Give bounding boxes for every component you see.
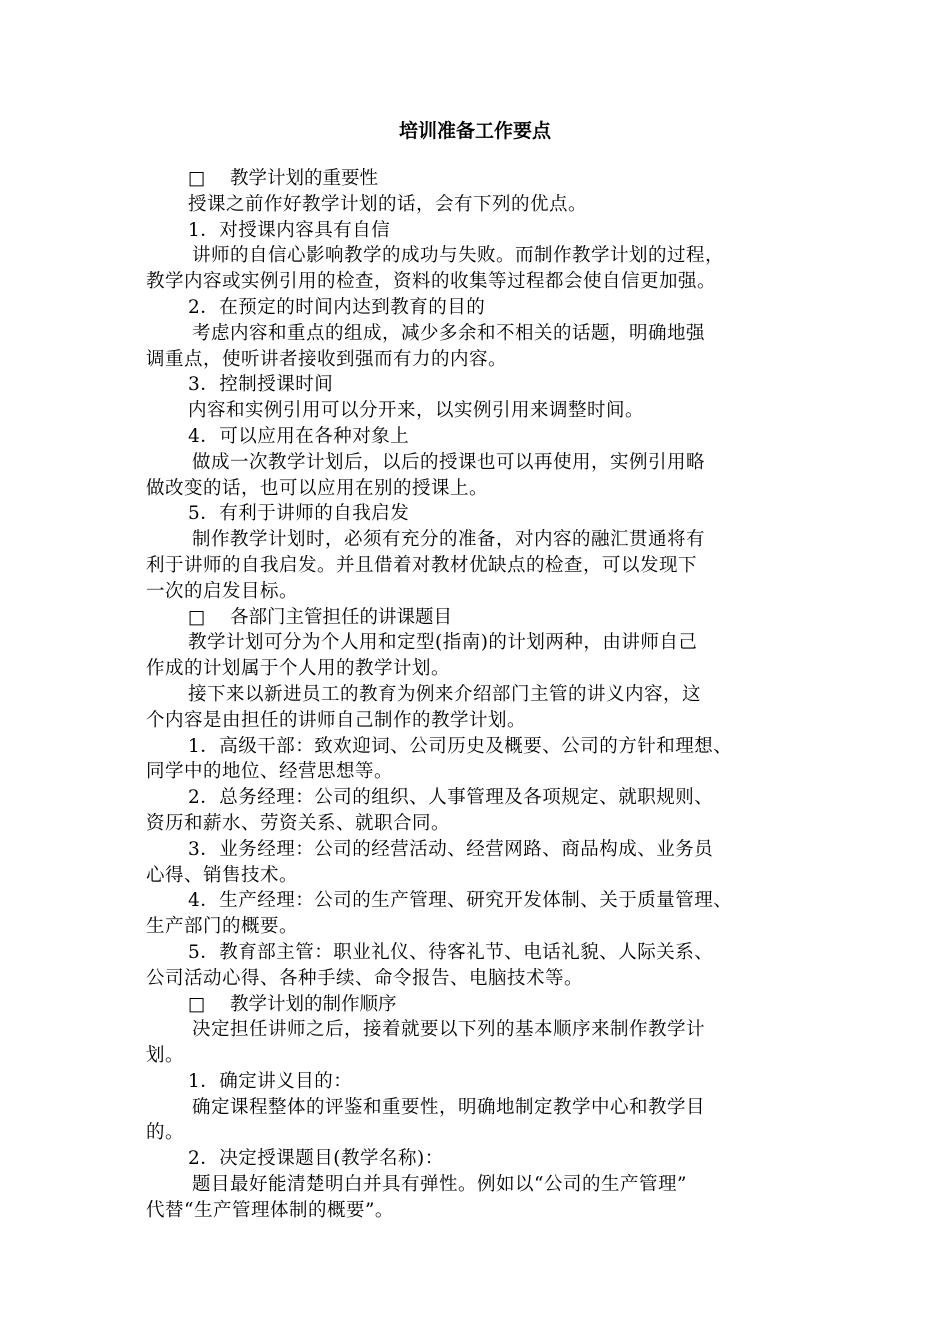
- body-line: 做成一次教学计划后，以后的授课也可以再使用，实例引用略: [192, 451, 706, 473]
- body-line: 利于讲师的自我启发。并且借着对教材优缺点的检查，可以发现下: [146, 554, 698, 576]
- body-line: 划。: [146, 1045, 185, 1067]
- body-line: 内容和实例引用可以分开来，以实例引用来调整时间。: [188, 400, 645, 422]
- body-line: 2．在预定的时间内达到教育的目的: [188, 296, 486, 318]
- body-line: 1．高级干部：致欢迎词、公司历史及概要、公司的方针和理想、: [188, 735, 733, 757]
- body-line: 5．有利于讲师的自我启发: [188, 503, 410, 525]
- body-line: 生产部门的概要。: [146, 916, 299, 938]
- body-line: 制作教学计划时，必须有充分的准备，对内容的融汇贯通将有: [192, 529, 706, 551]
- body-line: 接下来以新进员工的教育为例来介绍部门主管的讲义内容，这: [188, 683, 702, 705]
- body-line: 资历和薪水、劳资关系、就职合同。: [146, 812, 451, 834]
- checkbox-glyph: □: [188, 168, 206, 189]
- body-line: 个内容是由担任的讲师自己制作的教学计划。: [146, 709, 527, 731]
- body-line: 同学中的地位、经营思想等。: [146, 761, 394, 783]
- body-line: 做改变的话，也可以应用在别的授课上。: [146, 477, 489, 499]
- section-heading: [146, 992, 836, 1018]
- checkbox-glyph: □: [188, 993, 206, 1015]
- body-line: 2．总务经理：公司的组织、人事管理及各项规定、就职规则、: [188, 787, 714, 809]
- body-line: 3．业务经理：公司的经营活动、经营网路、商品构成、业务员: [188, 838, 714, 860]
- section-heading: [146, 605, 836, 631]
- body-line: 调重点，使听讲者接收到强而有力的内容。: [146, 348, 508, 370]
- body-line: 代替“生产管理体制的概要”。: [146, 1199, 394, 1221]
- body-line: 考虑内容和重点的组成，减少多余和不相关的话题，明确地强: [192, 322, 706, 344]
- body-line: 确定课程整体的评鉴和重要性，明确地制定教学中心和教学目: [192, 1096, 706, 1118]
- section-heading-text: 教学计划的制作顺序: [230, 993, 397, 1015]
- body-line: 1．确定讲义目的：: [188, 1070, 353, 1092]
- section-heading: [146, 166, 836, 192]
- body-line: 的。: [146, 1122, 185, 1144]
- body-line: 2．决定授课题目(教学名称)：: [188, 1148, 444, 1170]
- body-line: 5．教育部主管：职业礼仪、待客礼节、电话礼貌、人际关系、: [188, 941, 714, 963]
- body-line: 讲师的自信心影响教学的成功与失败。而制作教学计划的过程，: [192, 245, 725, 267]
- body-line: 公司活动心得、各种手续、命令报告、电脑技术等。: [146, 967, 584, 989]
- section-heading-text: 各部门主管担任的讲课题目: [230, 606, 453, 628]
- body-line: 3．控制授课时间: [188, 374, 334, 396]
- body-line: 一次的启发目标。: [146, 580, 299, 602]
- body-line: 4．生产经理：公司的生产管理、研究开发体制、关于质量管理、: [188, 890, 733, 912]
- body-line: 教学计划可分为个人用和定型(指南)的计划两种，由讲师自己: [188, 632, 698, 654]
- document-body: [146, 166, 836, 1224]
- body-line: 题目最好能清楚明白并具有弹性。例如以“公司的生产管理”: [192, 1174, 687, 1196]
- body-line: 1．对授课内容具有自信: [188, 219, 391, 241]
- body-line: 4．可以应用在各种对象上: [188, 425, 410, 447]
- body-line: 心得、销售技术。: [146, 864, 299, 886]
- document-title: 培训准备工作要点: [398, 120, 551, 142]
- body-line: 授课之前作好教学计划的话，会有下列的优点。: [188, 193, 588, 215]
- body-line: 决定担任讲师之后，接着就要以下列的基本顺序来制作教学计: [192, 1019, 706, 1041]
- section-heading-text: 教学计划的重要性: [230, 168, 379, 189]
- body-line: 作成的计划属于个人用的教学计划。: [146, 658, 451, 680]
- body-line: 教学内容或实例引用的检查，资料的收集等过程都会使自信更加强。: [146, 271, 717, 293]
- checkbox-glyph: □: [188, 606, 206, 628]
